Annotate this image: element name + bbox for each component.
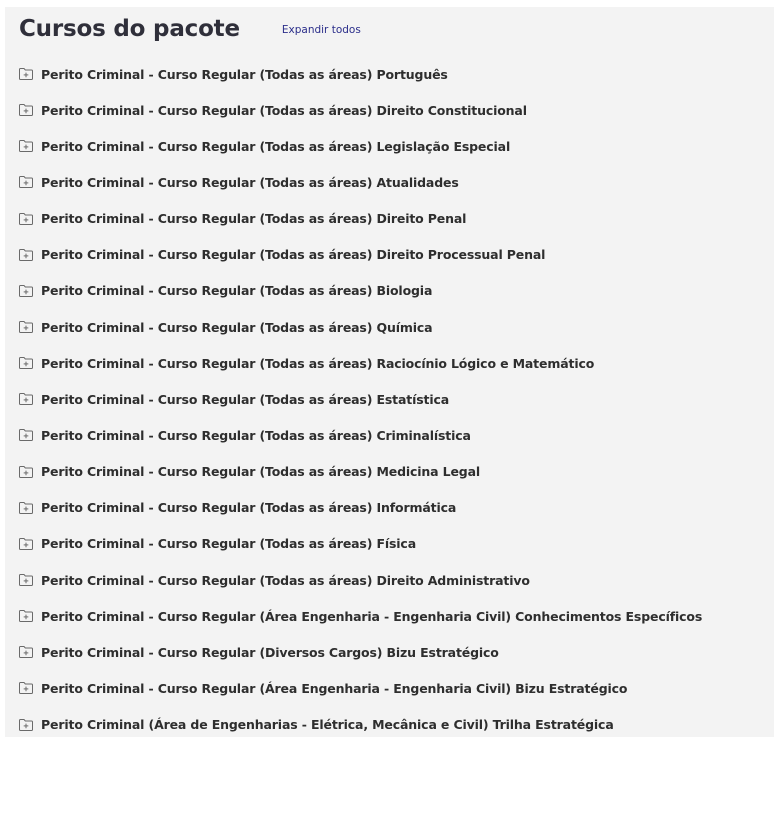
- course-item[interactable]: [18, 56, 764, 92]
- course-list: [18, 56, 764, 743]
- folder-plus-icon[interactable]: [18, 573, 34, 587]
- course-title: Perito Criminal - Curso Regular (Todas as áreas) Português: [41, 66, 448, 82]
- course-title: Perito Criminal - Curso Regular (Diversos Cargos) Bizu Estratégico: [41, 644, 499, 660]
- course-item[interactable]: [18, 345, 764, 381]
- folder-plus-icon[interactable]: [18, 284, 34, 298]
- folder-plus-icon[interactable]: [18, 392, 34, 406]
- folder-plus-icon[interactable]: [18, 465, 34, 479]
- folder-plus-icon[interactable]: [18, 139, 34, 153]
- course-item[interactable]: [18, 381, 764, 417]
- folder-plus-icon[interactable]: [18, 356, 34, 370]
- folder-plus-icon[interactable]: [18, 537, 34, 551]
- course-item[interactable]: [18, 164, 764, 200]
- expand-all-link[interactable]: Expandir todos: [281, 24, 361, 36]
- course-title: Perito Criminal - Curso Regular (Todas as áreas) Criminalística: [41, 427, 471, 443]
- course-title: Perito Criminal - Curso Regular (Área Engenharia - Engenharia Civil) Bizu Estratégico: [41, 680, 628, 696]
- folder-plus-icon[interactable]: [18, 175, 34, 189]
- course-item[interactable]: [18, 526, 764, 562]
- course-item[interactable]: [18, 454, 764, 490]
- course-item[interactable]: [18, 670, 764, 706]
- course-title: Perito Criminal - Curso Regular (Todas as áreas) Direito Administrativo: [41, 572, 530, 588]
- course-title: Perito Criminal (Área de Engenharias - Elétrica, Mecânica e Civil) Trilha Estratégica: [41, 717, 614, 733]
- course-title: Perito Criminal - Curso Regular (Todas as áreas) Raciocínio Lógico e Matemático: [41, 355, 595, 371]
- course-item[interactable]: [18, 598, 764, 634]
- folder-plus-icon[interactable]: [18, 681, 34, 695]
- course-item[interactable]: [18, 634, 764, 670]
- course-item[interactable]: [18, 490, 764, 526]
- folder-plus-icon[interactable]: [18, 718, 34, 732]
- folder-plus-icon[interactable]: [18, 645, 34, 659]
- folder-plus-icon[interactable]: [18, 428, 34, 442]
- course-title: Perito Criminal - Curso Regular (Todas as áreas) Direito Processual Penal: [41, 247, 546, 263]
- course-item[interactable]: [18, 201, 764, 237]
- course-title: Perito Criminal - Curso Regular (Todas as áreas) Biologia: [41, 283, 433, 299]
- folder-plus-icon[interactable]: [18, 103, 34, 117]
- page-title: Cursos do pacote: [19, 16, 240, 42]
- course-item[interactable]: [18, 128, 764, 164]
- course-item[interactable]: [18, 562, 764, 598]
- folder-plus-icon[interactable]: [18, 609, 34, 623]
- folder-plus-icon[interactable]: [18, 248, 34, 262]
- course-item[interactable]: [18, 309, 764, 345]
- course-title: Perito Criminal - Curso Regular (Todas as áreas) Direito Constitucional: [41, 102, 527, 118]
- course-title: Perito Criminal - Curso Regular (Todas as áreas) Física: [41, 536, 416, 552]
- course-title: Perito Criminal - Curso Regular (Todas as áreas) Química: [41, 319, 433, 335]
- course-title: Perito Criminal - Curso Regular (Todas as áreas) Informática: [41, 500, 457, 516]
- panel-header: [19, 13, 361, 45]
- course-item[interactable]: [18, 237, 764, 273]
- course-item[interactable]: [18, 92, 764, 128]
- course-title: Perito Criminal - Curso Regular (Todas as áreas) Legislação Especial: [41, 138, 511, 154]
- folder-plus-icon[interactable]: [18, 320, 34, 334]
- course-item[interactable]: [18, 417, 764, 453]
- course-title: Perito Criminal - Curso Regular (Todas as áreas) Medicina Legal: [41, 464, 481, 480]
- folder-plus-icon[interactable]: [18, 212, 34, 226]
- course-item[interactable]: [18, 707, 764, 743]
- folder-plus-icon[interactable]: [18, 67, 34, 81]
- course-package-panel: [5, 7, 774, 737]
- course-title: Perito Criminal - Curso Regular (Todas as áreas) Estatística: [41, 391, 450, 407]
- course-title: Perito Criminal - Curso Regular (Área Engenharia - Engenharia Civil) Conhecimentos Específicos: [41, 608, 703, 624]
- course-item[interactable]: [18, 273, 764, 309]
- course-title: Perito Criminal - Curso Regular (Todas as áreas) Atualidades: [41, 174, 459, 190]
- folder-plus-icon[interactable]: [18, 501, 34, 515]
- course-title: Perito Criminal - Curso Regular (Todas as áreas) Direito Penal: [41, 211, 467, 227]
